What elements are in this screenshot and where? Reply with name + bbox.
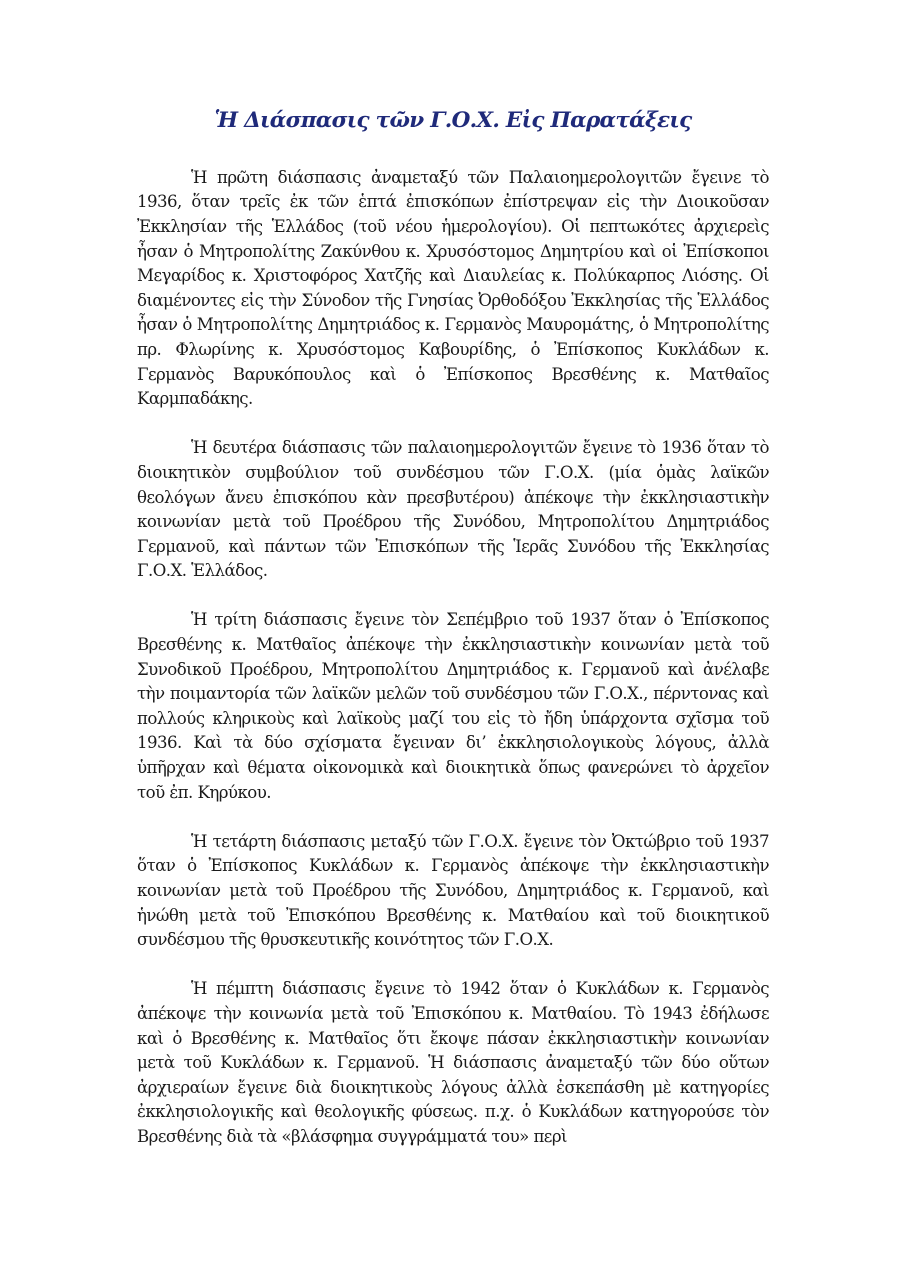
document-title: Ἡ Διάσπασις τῶν Γ.Ο.Χ. Εἰς Παρατάξεις [214, 108, 692, 133]
paragraph-4: Ἡ τετάρτη διάσπασις μεταξύ τῶν Γ.Ο.Χ. ἔγεινε τὸν Ὀκτώβριο τοῦ 1937 ὅταν ὁ Ἐπίσκοπος Κυκλάδων κ. Γερμανὸς ἀπέκοψε τὴν ἐκκλησιαστικὴν κοινωνίαν μετὰ τοῦ Προέδρου τῆς Συνόδου, Δημητριάδος κ. Γερμανοῦ, καὶ ἡνώθη μετὰ τοῦ Ἐπισκόπου Βρεσθένης κ. Ματθαίου καὶ τοῦ διοικητικοῦ συνδέσμου τῆς θρυσκευτικῆς κοινότητος τῶν Γ.Ο.Χ. [137, 831, 769, 950]
document-page [137, 108, 769, 1174]
paragraph-2: Ἡ δευτέρα διάσπασις τῶν παλαιοημερολογιτῶν ἔγεινε τὸ 1936 ὅταν τὸ διοικητικὸν συμβούλιον τοῦ συνδέσμου τῶν Γ.Ο.Χ. (μία ὁμὰς λαϊκῶν θεολόγων ἄνευ ἐπισκόπου κὰν πρεσβυτέρου) ἀπέκοψε τὴν ἐκκλησιαστικὴν κοινωνίαν μετὰ τοῦ Προέδρου τῆς Συνόδου, Μητροπολίτου Δημητριάδος Γερμανοῦ, καὶ πάντων τῶν Ἐπισκόπων τῆς Ἱερᾶς Συνόδου τῆς Ἐκκλησίας Γ.Ο.Χ. Ἑλλάδος. [137, 438, 769, 581]
paragraph-5: Ἡ πέμπτη διάσπασις ἔγεινε τὸ 1942 ὅταν ὁ Κυκλάδων κ. Γερμανὸς ἀπέκοψε τὴν κοινωνία μετὰ τοῦ Ἐπισκόπου κ. Ματθαίου. Τὸ 1943 ἐδήλωσε καὶ ὁ Βρεσθένης κ. Ματθαῖος ὅτι ἔκοψε πάσαν ἐκκλησιαστικὴν κοινωνίαν μετὰ τοῦ Κυκλάδων κ. Γερμανοῦ. Ἡ διάσπασις ἀναμεταξύ τῶν δύο οὕτων ἀρχιεραίων ἔγεινε διὰ διοικητικοὺς λόγους ἀλλὰ ἐσκεπάσθη μὲ κατηγορίες ἐκκλησιολογικῆς καὶ θεολογικῆς φύσεως. π.χ. ὁ Κυκλάδων κατηγορούσε τὸν Βρεσθένης διὰ τὰ «βλάσφημα συγγράμματά του» περὶ [137, 979, 769, 1146]
paragraph-1: Ἡ πρῶτη διάσπασις ἀναμεταξύ τῶν Παλαιοημερολογιτῶν ἔγεινε τὸ 1936, ὅταν τρεῖς ἐκ τῶν ἑπτά ἐπισκόπων ἐπίστρεψαν εἰς τὴν Διοικοῦσαν Ἐκκλησίαν τῆς Ἑλλάδος (τοῦ νέου ἡμερολογίου). Οἱ πεπτωκότες ἀρχιερεὶς ἦσαν ὁ Μητροπολίτης Ζακύνθου κ. Χρυσόστομος Δημητρίου καὶ οἱ Ἐπίσκοποι Μεγαρίδος κ. Χριστοφόρος Χατζῆς καὶ Διαυλείας κ. Πολύκαρπος Λιόσης. Οἱ διαμένοντες εἰς τὴν Σύνοδον τῆς Γνησίας Ὀρθοδόξου Ἐκκλησίας τῆς Ἑλλάδος ἦσαν ὁ Μητροπολίτης Δημητριάδος κ. Γερμανὸς Μαυρομάτης, ὁ Μητροπολίτης πρ. Φλωρίνης κ. Χρυσόστομος Καβουρίδης, ὁ Ἐπίσκοπος Κυκλάδων κ. Γερμανὸς Βαρυκόπουλος καὶ ὁ Ἐπίσκοπος Βρεσθένης κ. Ματθαῖος Καρμπαδάκης. [137, 167, 769, 409]
paragraph-3: Ἡ τρίτη διάσπασις ἔγεινε τὸν Σεπέμβριο τοῦ 1937 ὅταν ὁ Ἐπίσκοπος Βρεσθένης κ. Ματθαῖος ἀπέκοψε τὴν ἐκκλησιαστικὴν κοινωνίαν μετὰ τοῦ Συνοδικοῦ Προέδρου, Μητροπολίτου Δημητριάδος κ. Γερμανοῦ καὶ ἀνέλαβε τὴν ποιμαντορία τῶν λαϊκῶν μελῶν τοῦ συνδέσμου τῶν Γ.Ο.Χ., πέρντονας καὶ πολλούς κληρικοὺς καὶ λαϊκοὺς μαζί του εἰς τὸ ἤδη ὑπάρχοντα σχῖσμα τοῦ 1936. Καὶ τὰ δύο σχίσματα ἔγειναν δι’ ἐκκλησιολογικοὺς λόγους, ἀλλὰ ὑπῆρχαν καὶ θέματα οἰκονομικὰ καὶ διοικητικὰ ὅπως φανερώνει τὸ ἀρχεῖον τοῦ ἐπ. Κηρύκου. [137, 610, 769, 802]
